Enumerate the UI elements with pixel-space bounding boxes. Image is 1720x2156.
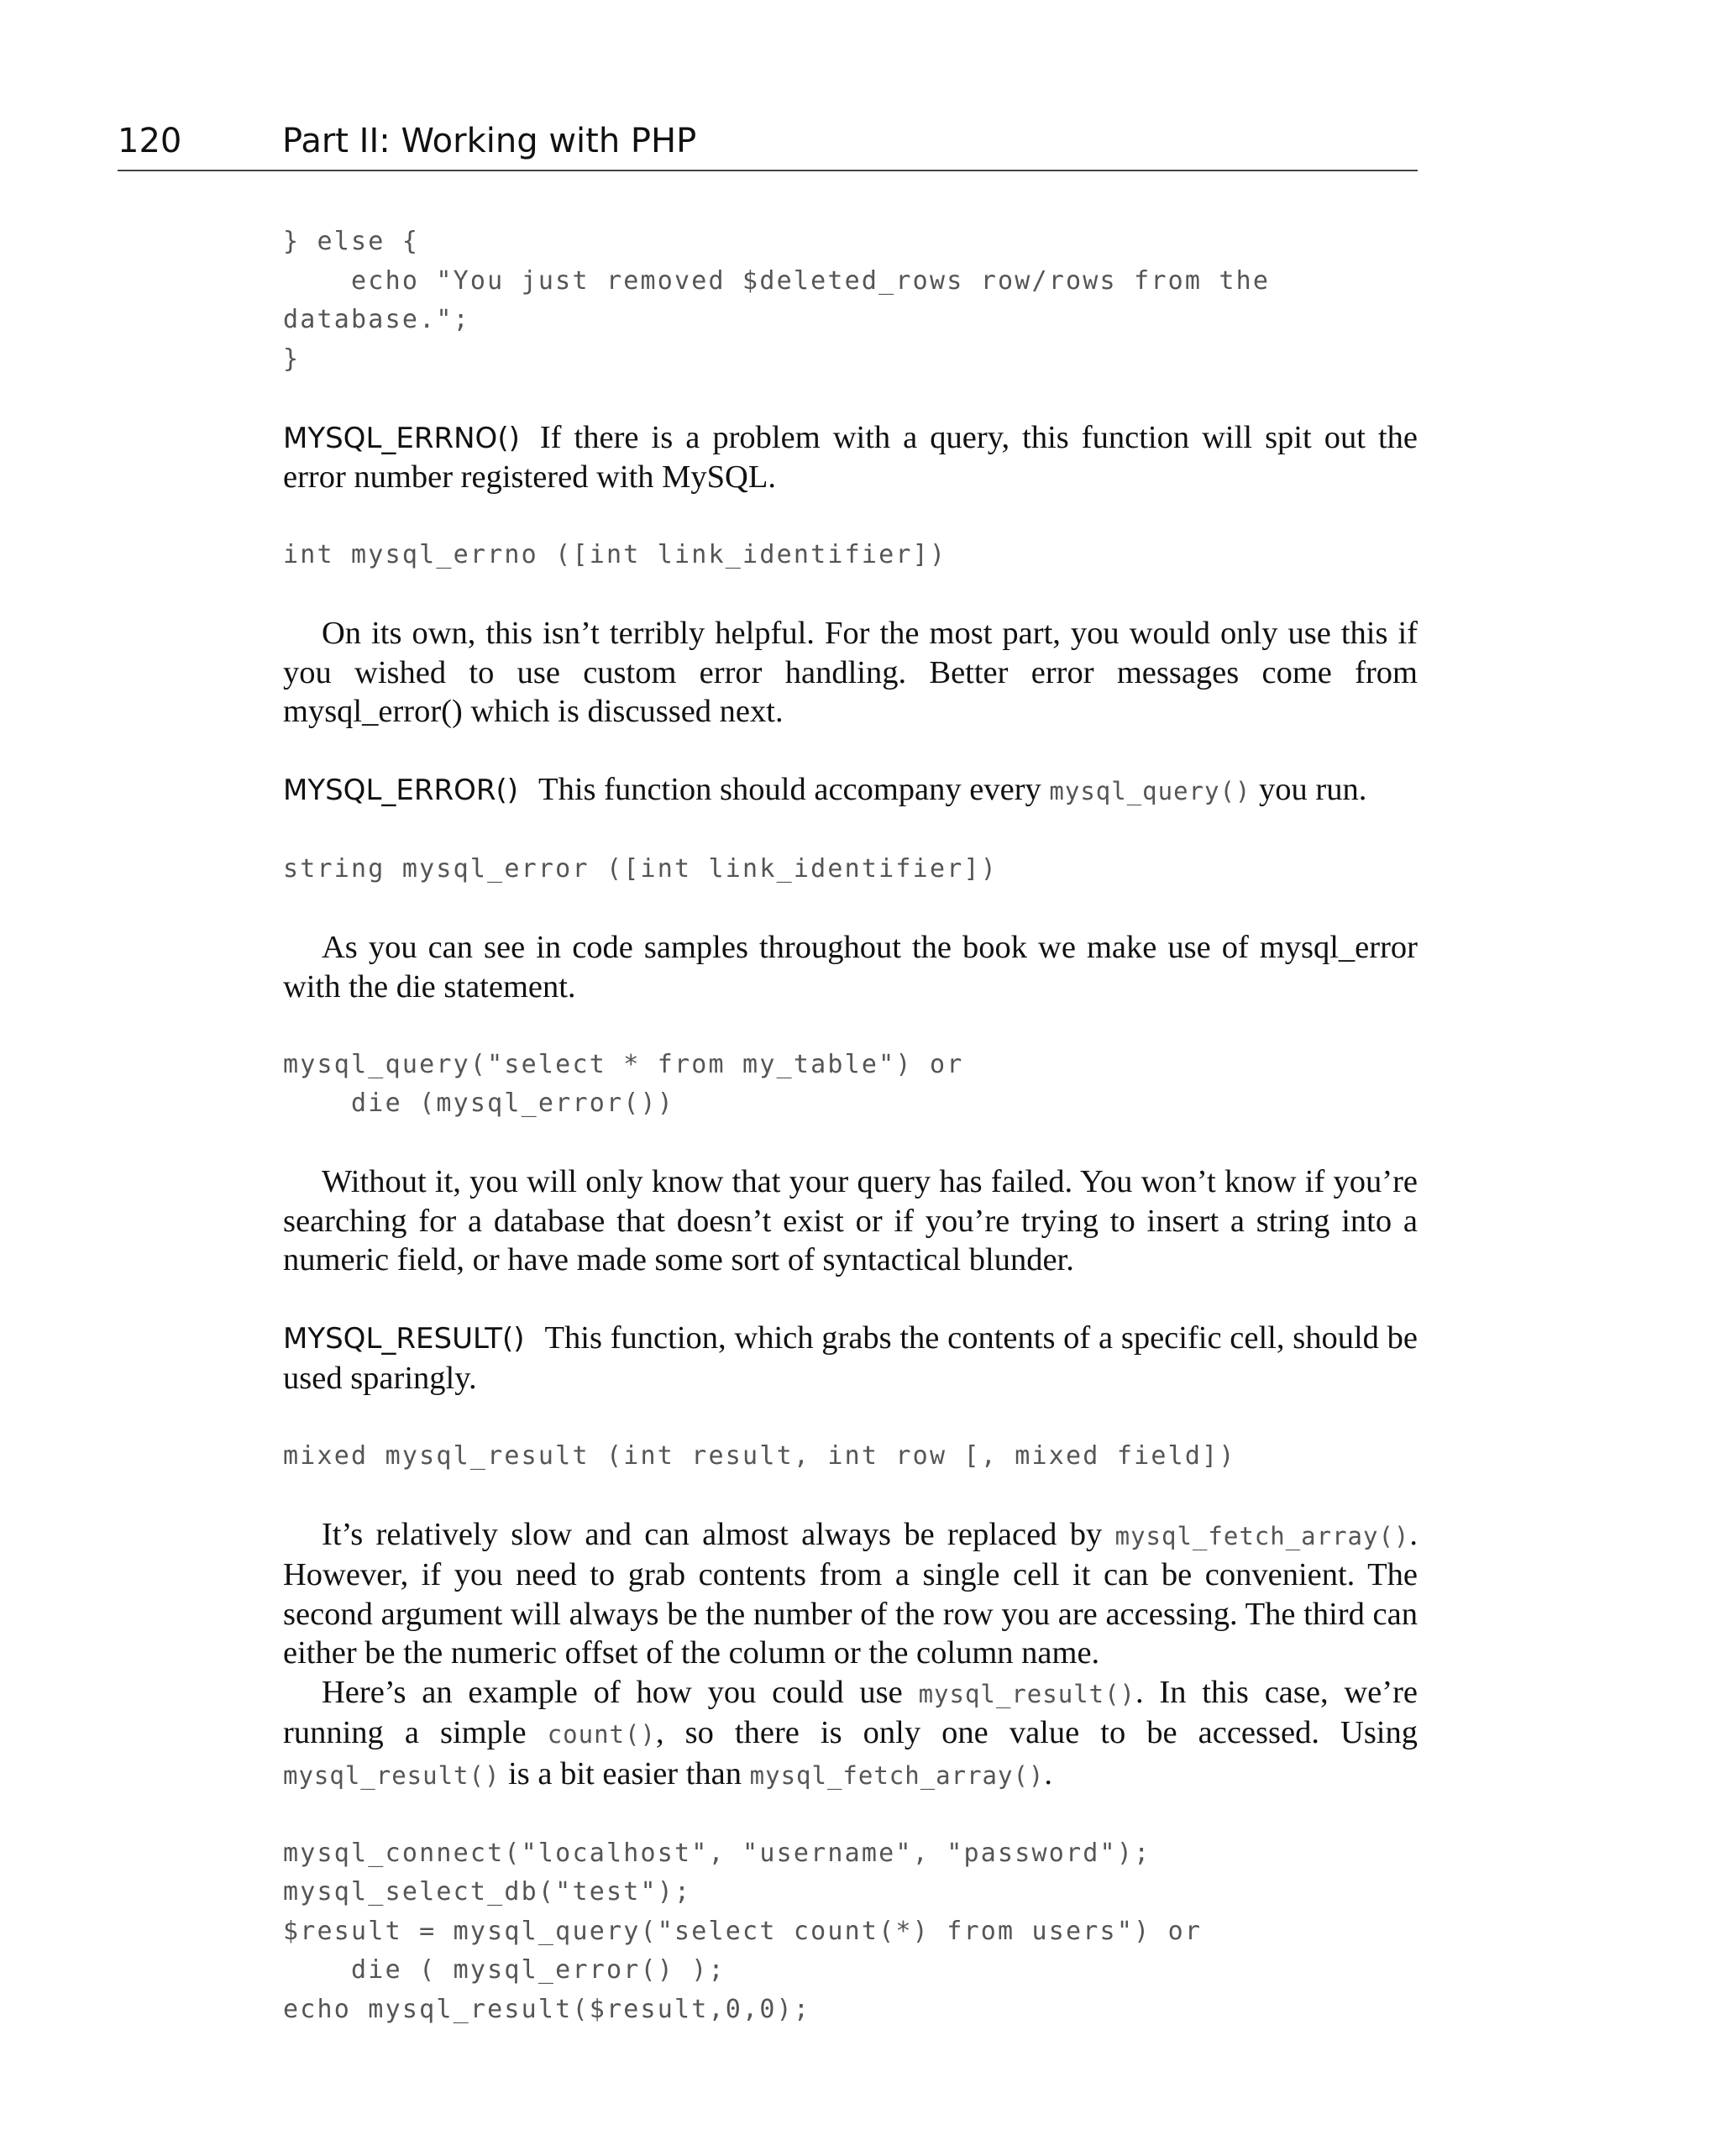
mysql-error-entry bbox=[283, 770, 1418, 811]
code-block-die-example: mysql_query("select * from my_table") or die (mysql_error()) bbox=[283, 1049, 964, 1118]
running-head: Part II: Working with PHP bbox=[282, 122, 697, 160]
page-header bbox=[118, 118, 1418, 171]
text-run: It’s relatively slow and can almost always be replaced by bbox=[322, 1516, 1115, 1552]
function-description: If there is a problem with a query, this function will spit out the error number registered with MySQL. bbox=[283, 419, 1418, 495]
text-run: , so there is only one value to be accessed. Using bbox=[655, 1715, 1418, 1750]
inline-code: mysql_fetch_array() bbox=[749, 1760, 1045, 1790]
code-block-result-signature: mixed mysql_result (int result, int row [, mixed field]) bbox=[283, 1440, 1236, 1471]
inline-code: mysql_result() bbox=[918, 1679, 1135, 1708]
function-description: This function should accompany every bbox=[538, 772, 1050, 807]
function-description: This function, which grabs the contents of a specific cell, should be used sparingly. bbox=[283, 1320, 1418, 1396]
code-block-error-signature: string mysql_error ([int link_identifier]) bbox=[283, 854, 998, 884]
paragraph bbox=[283, 1673, 1418, 1796]
inline-code: mysql_fetch_array() bbox=[1114, 1521, 1410, 1550]
code-block-errno-signature: int mysql_errno ([int link_identifier]) bbox=[283, 540, 947, 569]
inline-code: count() bbox=[547, 1720, 656, 1749]
paragraph: As you can see in code samples throughout the book we make use of mysql_error with the die statement. bbox=[283, 930, 1418, 1005]
page-number: 120 bbox=[118, 122, 182, 160]
text-run: Here’s an example of how you could use bbox=[322, 1674, 919, 1710]
code-block-else: } else { echo "You just removed $deleted_rows row/rows from the database."; } bbox=[283, 227, 1271, 374]
paragraph bbox=[283, 1515, 1418, 1673]
text-run: . However, if you need to grab contents from a single cell it can be convenient. The second argument will always be the number of the row you are accessing. The third can either be the numeric offset of the column or the column name. bbox=[283, 1516, 1418, 1671]
paragraph: On its own, this isn’t terribly helpful. For the most part, you would only use this if you wished to use custom error handling. Better error messages come from mysql_error() which is discussed next. bbox=[283, 616, 1418, 729]
text-run: . bbox=[1044, 1755, 1053, 1791]
page-body bbox=[283, 223, 1418, 2029]
paragraph: Without it, you will only know that your query has failed. You won’t know if you’re searching for a database that doesn’t exist or if you’re trying to insert a string into a numeric field, or have made some sort of syntactical blunder. bbox=[283, 1164, 1418, 1277]
code-block-result-example: mysql_connect("localhost", "username", "password"); mysql_select_db("test"); $result = mysql_query("select count(*) from users") or die ( mysql_error() ); echo mysql_result($result,0,0); bbox=[283, 1838, 1203, 2024]
function-heading: MYSQL_RESULT() bbox=[283, 1322, 525, 1356]
inline-code: mysql_query() bbox=[1049, 777, 1251, 805]
mysql-result-entry bbox=[283, 1319, 1418, 1398]
inline-code: mysql_result() bbox=[283, 1760, 501, 1790]
mysql-errno-entry bbox=[283, 418, 1418, 497]
function-heading: MYSQL_ERROR() bbox=[283, 774, 519, 807]
function-heading: MYSQL_ERRNO() bbox=[283, 421, 520, 455]
text-run: is a bit easier than bbox=[500, 1755, 750, 1791]
function-description-end: you run. bbox=[1251, 772, 1367, 807]
text-run: . In this case, we’re running a simple bbox=[283, 1674, 1418, 1750]
